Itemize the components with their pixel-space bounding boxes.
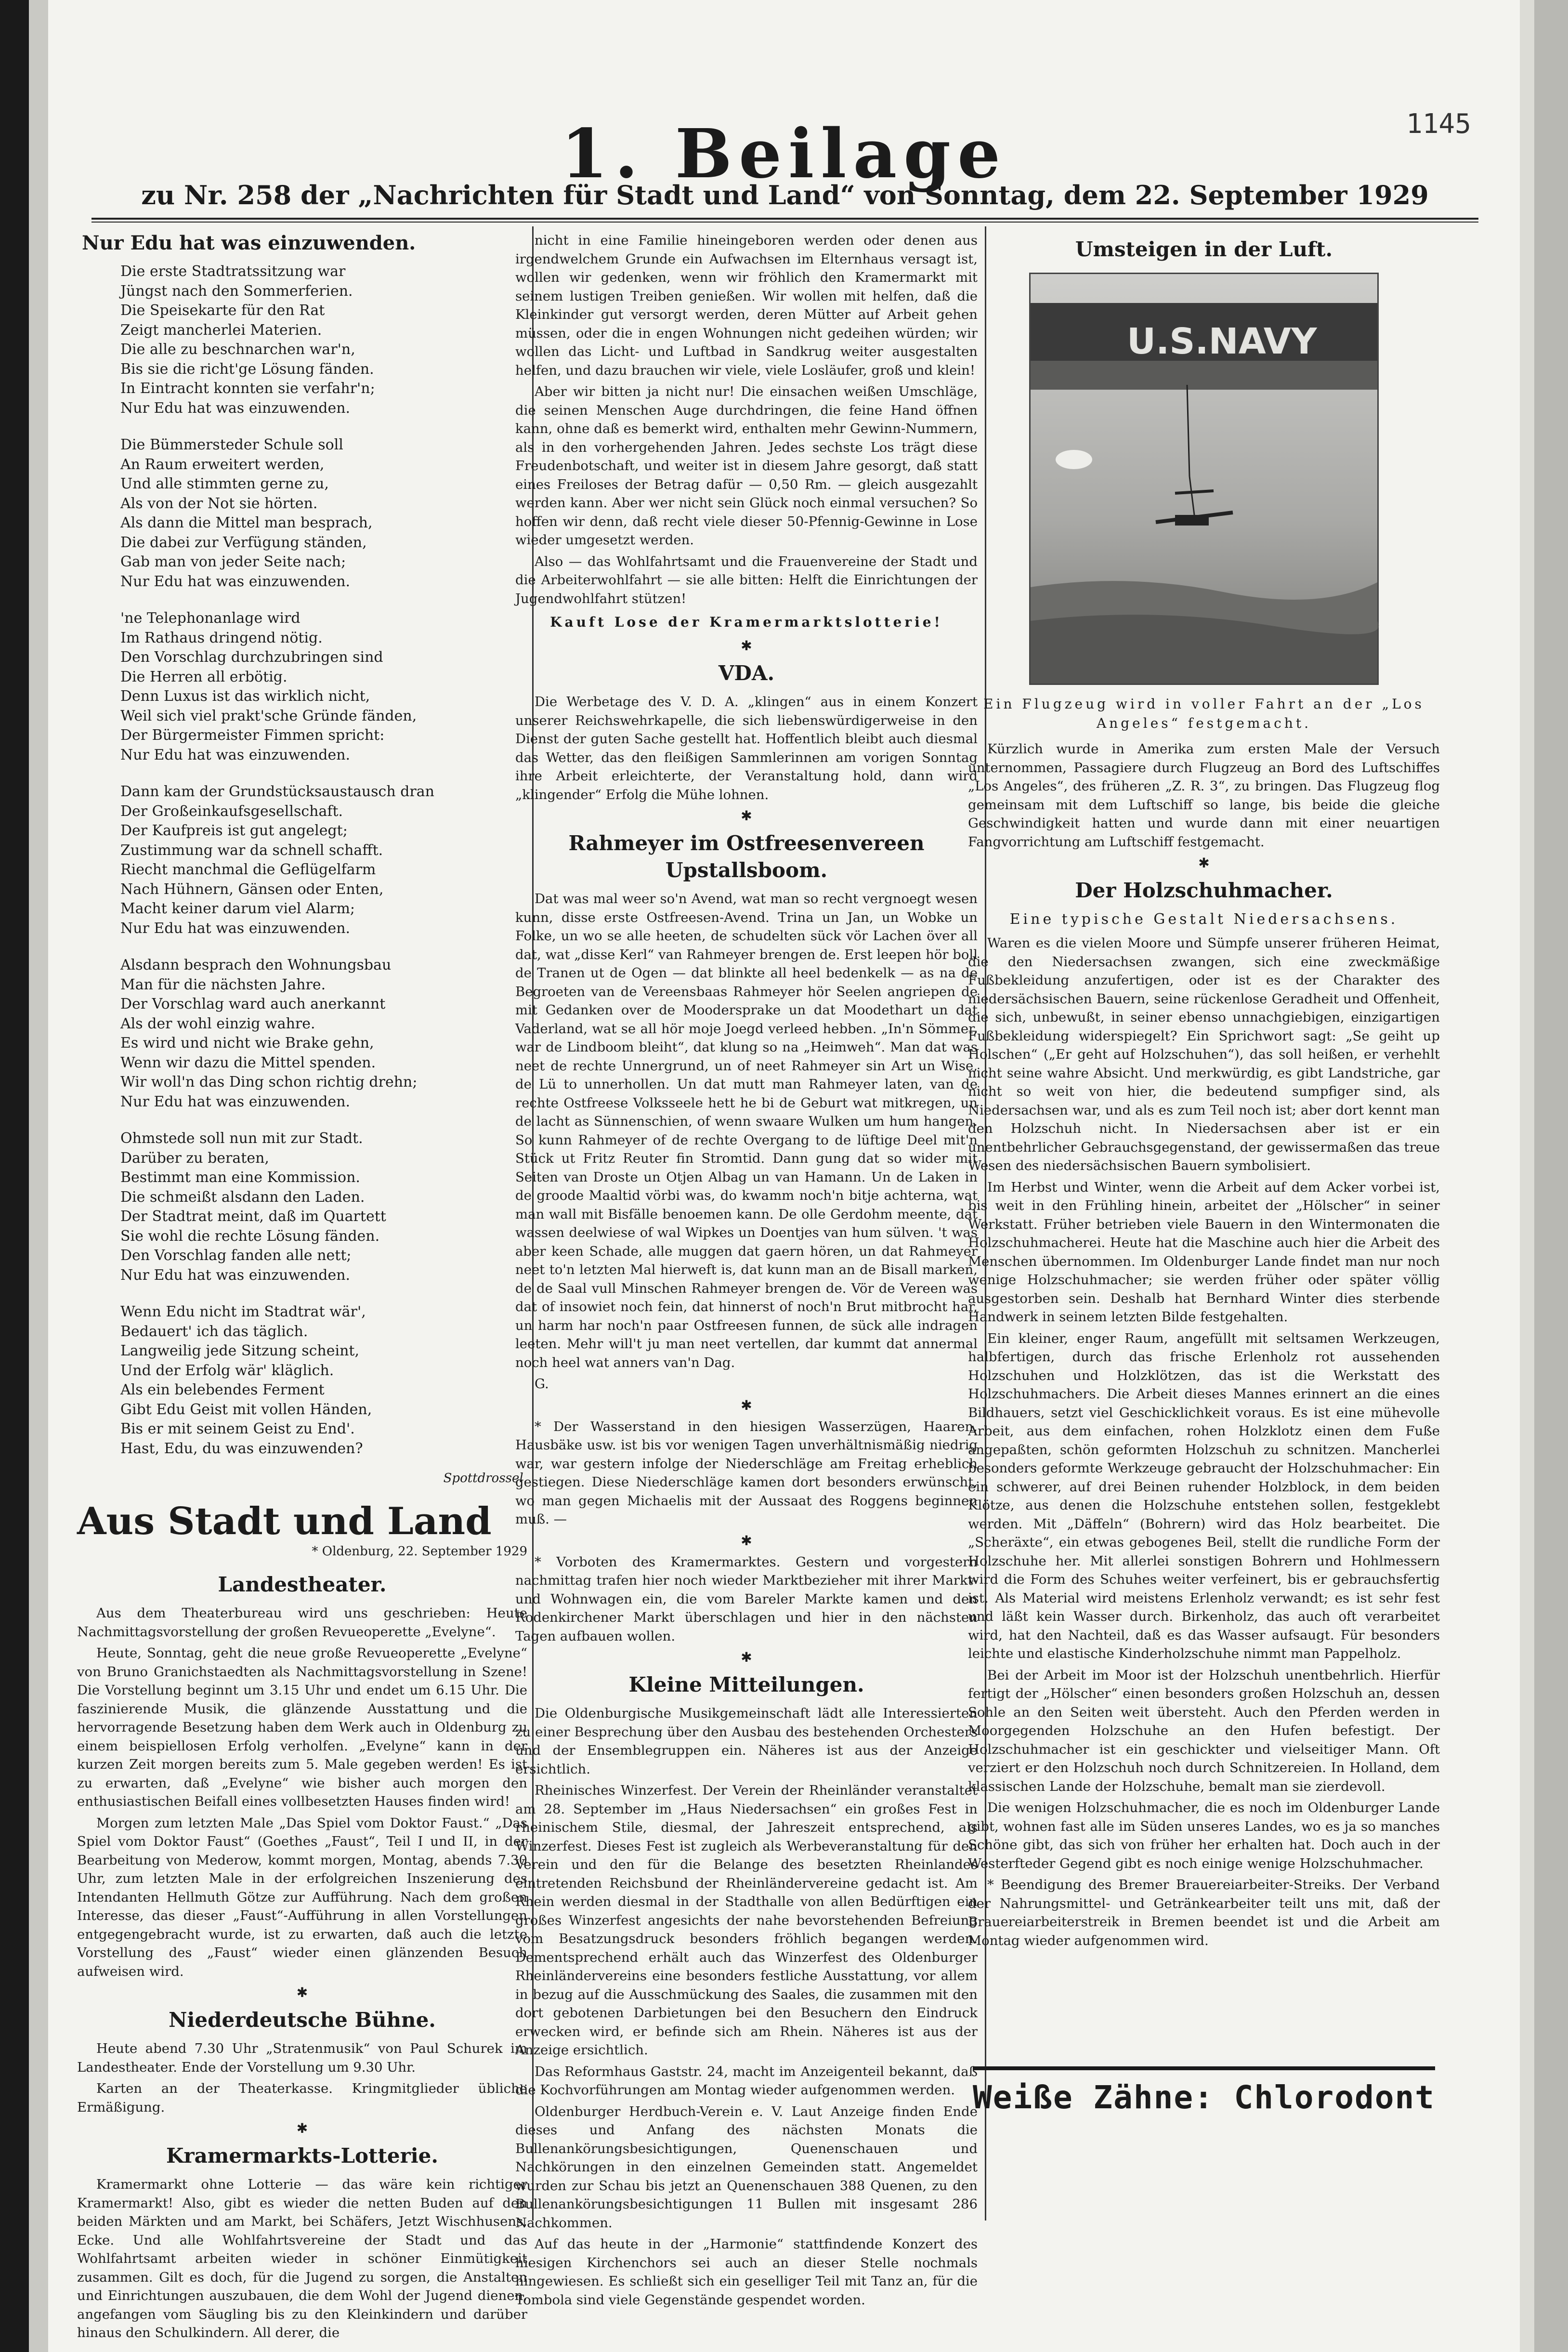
- separator: ✱: [741, 808, 752, 824]
- poem-line: Der Großeinkaufsgesellschaft.: [120, 802, 343, 820]
- header-rule: [91, 218, 1478, 220]
- poem-line: Im Rathaus dringend nötig.: [120, 629, 323, 646]
- poem-line: Als der wohl einzig wahre.: [120, 1015, 315, 1032]
- section-title: Aus Stadt und Land: [77, 1499, 492, 1543]
- poem-line: Nur Edu hat was einzuwenden.: [120, 746, 351, 763]
- article-paragraph: Die wenigen Holzschuhmacher, die es noch im Oldenburger Lande gibt, wohnen fast alle im Süden unseres Landes, wo es ja so manches Schöne gibt, das sich von früher her erhalten hat. Doch auch in der Westerfteder Gegend gibt es noch einige wenige Holzschuhmacher.: [968, 1800, 1440, 1871]
- poem-line: Die Herren all erbötig.: [120, 668, 287, 685]
- poem-line: Bestimmt man eine Kommission.: [120, 1169, 360, 1186]
- photo-caption: Ein Flugzeug wird in voller Fahrt an der „Los Angeles“ festgemacht.: [983, 696, 1424, 731]
- article-paragraph: Kramermarkt ohne Lotterie — das wäre kein richtiger Kramermarkt! Also, gibt es wieder die netten Buden auf den beiden Märkten und am Markt, bei Schäfers, Jetzt Wischhusens, Ecke. Und alle Wohlfahrtsvereine der Stadt und das Wohlfahrtsamt arbeiten wieder in schöner Einmütigkeit zusammen. Gilt es doch, für die Jugend zu sorgen, die Anstalten und Einrichtungen auszubauen, die dem Wohl der Jugend dienen, angefangen vom Säugling bis zu den Kleinkindern und darüber hinaus den Schulkindern. All derer, die: [77, 2177, 527, 2340]
- poem-line: Macht keiner darum viel Alarm;: [120, 900, 355, 917]
- header-rule-thin: [91, 222, 1478, 223]
- poem-line: Bis sie die richt'ge Lösung fänden.: [120, 360, 374, 378]
- article-paragraph: Bei der Arbeit im Moor ist der Holzschuh unentbehrlich. Hierfür fertigt der „Hölscher“ einen besonders großen Holzschuh an, dessen Sohle an den Seiten weit übersteht. Auch den Pferden werden in Moorgegenden Holzschuhe an den Hufen befestigt. Der Holzschuhmacher ist ein geschickter und vielseitiger Mann. Oft verziert er den Holzschuh noch durch Schnitzereien. In Holland, dem klassischen Lande der Holzschuhe, bemalt man sie zierdevoll.: [968, 1667, 1440, 1794]
- poem-stanza: [120, 782, 527, 938]
- article-paragraph: G.: [535, 1376, 549, 1392]
- poem: [77, 262, 527, 1459]
- poem-line: Als ein belebendes Ferment: [120, 1381, 325, 1398]
- article-paragraph: Aber wir bitten ja nicht nur! Die einsachen weißen Umschläge, die seinen Menschen Auge durchdringen, die feine Hand öffnen kann, ohne daß es bemerkt wird, enthalten mehr Gewinn-Nummern, als in den vorhergehenden Jahren. Jedes sechste Los trägt diese Freudenbotschaft, und weiter ist in diesem Jahre gesorgt, daß statt eines Freiloses der Betrag dafür — 0,50 Rm. — gleich ausgezahlt werden kann. Aber wer nicht sein Glück noch einmal versuchen? So hoffen wir denn, daß recht viele dieser 50-Pfennig-Gewinne in Lose wieder umgesetzt werden.: [515, 384, 978, 548]
- poem-stanza: [120, 956, 527, 1112]
- poem-line: Zeigt mancherlei Materien.: [120, 321, 322, 339]
- poem-line: Alsdann besprach den Wohnungsbau: [120, 957, 392, 973]
- poem-line: Weil sich viel prakt'sche Gründe fänden,: [120, 707, 417, 724]
- article-paragraph: Die Werbetage des V. D. A. „klingen“ aus in einem Konzert unserer Reichswehrkapelle, die sich liebenswürdigerweise in den Dienst der guten Sache gestellt hat. Hoffentlich bleibt auch diesmal das Wetter, das den fleißigen Sammlerinnen am vorigen Sonntag ihre Arbeit erleichterte, der Veranstaltung hold, dann wird „klingender“ Erfolg die Mühe lohnen.: [515, 694, 978, 802]
- poem-stanza: [120, 435, 527, 591]
- poem-line: Dann kam der Grundstücksaustausch dran: [120, 783, 434, 800]
- separator: ✱: [741, 1649, 752, 1665]
- poem-stanza: [120, 1302, 527, 1459]
- poem-line: Nur Edu hat was einzuwenden.: [120, 399, 351, 417]
- article-paragraph: Auf das heute in der „Harmonie“ stattfindende Konzert des hiesigen Kirchenchors sei auch an dieser Stelle nochmals hingewiesen. Es schließt sich ein geselliger Teil mit Tanz an, für die Tombola sind viele Gegenstände gespendet worden.: [515, 2236, 978, 2308]
- chlorodont-advertisement: Weiße Zähne: Chlorodont: [973, 2066, 1435, 2116]
- poem-line: Es wird und nicht wie Brake gehn,: [120, 1035, 374, 1051]
- poem-line: Riecht manchmal die Geflügelfarm: [120, 861, 376, 878]
- poem-line: Gab man von jeder Seite nach;: [120, 553, 346, 570]
- poem-line: Bis er mit seinem Geist zu End'.: [120, 1420, 355, 1437]
- article-body: [77, 1604, 527, 1981]
- poem-line: Zustimmung war da schnell schafft.: [120, 841, 383, 859]
- page-subtitle: zu Nr. 258 der „Nachrichten für Stadt und Land“ von Sonntag, dem 22. September 1929: [141, 180, 1429, 210]
- poem-line: Bedauert' ich das täglich.: [120, 1323, 308, 1340]
- poem-line: Und alle stimmten gerne zu,: [120, 475, 329, 492]
- poem-line: In Eintracht konnten sie verfahr'n;: [120, 380, 375, 397]
- article-title: VDA.: [718, 661, 775, 685]
- poem-line: Nur Edu hat was einzuwenden.: [120, 1266, 351, 1284]
- poem-line: Wenn wir dazu die Mittel spenden.: [120, 1054, 376, 1071]
- poem-line: Denn Luxus ist das wirklich nicht,: [120, 688, 370, 705]
- lottery-slogan: Kauft Lose der Kramermarktslotterie!: [550, 614, 943, 630]
- article-paragraph: Kürzlich wurde in Amerika zum ersten Male der Versuch unternommen, Passagiere durch Flugzeug an Bord des Luftschiffes „Los Angeles“, des früheren „Z. R. 3“, zu bringen. Das Flugzeug flog gemeinsam mit dem Luftschiff so lange, bis beide die gleiche Geschwindigkeit hatten und wurde dann mit einer neuartigen Fangvorrichtung am Luftschiff festgemacht.: [968, 741, 1440, 850]
- film-border-right-inner: [1520, 0, 1534, 2352]
- separator: ✱: [741, 1532, 752, 1549]
- poem-line: Der Bürgermeister Fimmen spricht:: [120, 727, 385, 744]
- separator: ✱: [296, 2120, 308, 2136]
- article-title: Der Holzschuhmacher.: [1075, 879, 1333, 902]
- article-paragraph: * Vorboten des Kramermarktes. Gestern und vorgestern nachmittag trafen hier noch wieder Marktbezieher mit ihrer Markt- und Wohnwagen ein, die vom Bareler Markte kamen und den Rodenkirchener Markt überschlagen und hier in den nächsten Tagen aufbauen wollen.: [515, 1554, 978, 1644]
- article-title: Landestheater.: [218, 1573, 387, 1596]
- poem-stanza: [120, 262, 527, 418]
- poem-line: Die alle zu beschnarchen war'n,: [120, 341, 355, 358]
- article-body: [968, 934, 1440, 1950]
- poem-line: Als dann die Mittel man besprach,: [120, 514, 373, 531]
- poem-line: Die erste Stadtratssitzung war: [120, 263, 346, 280]
- airship-lettering: U.S.NAVY: [1127, 321, 1317, 362]
- page-title: 1. Beilage: [561, 115, 1007, 194]
- poem-line: Darüber zu beraten,: [120, 1149, 269, 1167]
- dateline: * Oldenburg, 22. September 1929: [312, 1544, 527, 1559]
- poem-line: Die dabei zur Verfügung ständen,: [120, 534, 367, 551]
- airship-photo: [1029, 273, 1379, 685]
- article-body: [77, 2175, 527, 2342]
- poem-line: 'ne Telephonanlage wird: [120, 610, 301, 627]
- article-paragraph: Karten an der Theaterkasse. Kringmitglieder übliche Ermäßigung.: [77, 2081, 527, 2115]
- article-title: Kramermarkts-Lotterie.: [166, 2144, 438, 2168]
- poem-line: Als von der Not sie hörten.: [120, 495, 318, 512]
- article-paragraph: Waren es die vielen Moore und Sümpfe unserer früheren Heimat, die den Niedersachsen zwangen, sich eine zweckmäßige Fußbekleidung anzufertigen, oder ist es der Charakter des niedersächsischen Bauern, seine rückenlose Geradheit und Offenheit, die sich, unbewußt, in seiner ebenso unnachgiebigen, einzigartigen Fußbekleidung widerspiegelt? Ein Sprichwort sagt: „Se geiht up Holschen“ („Er geht auf Holzschuhen“), das soll heißen, er verhehlt nicht seine wahre Absicht. Und merkwürdig, es gibt Landstriche, gar nicht so weit von hier, die bedeutend sumpfiger sind, als Niedersachsen war, und als es zum Teil noch ist; aber dort kennt man den Holzschuh nicht. In Niedersachsen aber ist er ein unentbehrlicher Gebrauchsgegenstand, der gewissermaßen das treue Wesen des niedersächsischen Bauern symbolisiert.: [968, 935, 1440, 1173]
- poem-line: Gibt Edu Geist mit vollen Händen,: [120, 1401, 372, 1418]
- separator: ✱: [296, 1984, 308, 2000]
- article-title: Rahmeyer im Ostfreesenvereen Upstallsboom.: [568, 831, 925, 882]
- poem-line: Nur Edu hat was einzuwenden.: [120, 573, 351, 590]
- poem-line: Die schmeißt alsdann den Laden.: [120, 1188, 365, 1206]
- poem-line: An Raum erweitert werden,: [120, 456, 325, 473]
- poem-line: Langweilig jede Sitzung scheint,: [120, 1342, 360, 1359]
- poem-stanza: [120, 609, 527, 765]
- separator: ✱: [741, 638, 752, 654]
- column-3: [968, 231, 1440, 2196]
- poem-title: Nur Edu hat was einzuwenden.: [82, 232, 416, 254]
- article-paragraph: Morgen zum letzten Male „Das Spiel vom Doktor Faust.“ „Das Spiel vom Doktor Faust“ (Goethes „Faust“, Teil I und II, in der Bearbeitung von Mederow, kommt morgen, Montag, abends 7.30 Uhr, zum letzten Male in der erfolgreichen Inszenierung des Intendanten Hellmuth Götze zur Aufführung. Nach dem großen Interesse, das dieser „Faust“-Aufführung in allen Vorstellungen entgegengebracht wurde, ist zu erwarten, daß auch die letzte Vorstellung des „Faust“ wieder einen glänzenden Besuch aufweisen wird.: [77, 1815, 527, 1979]
- article-body: [77, 2039, 527, 2116]
- poem-line: Wir woll'n das Ding schon richtig drehn;: [120, 1074, 418, 1091]
- poem-stanza: [120, 1129, 527, 1285]
- article-paragraph: Ein kleiner, enger Raum, angefüllt mit seltsamen Werkzeugen, halbfertigen, durch das frische Erlenholz rot aussehenden Holzschuhen und Holzklötzen, das ist die Werkstatt des Holzschuhmachers. Die Arbeit dieses Mannes erinnert an die eines Bildhauers, setzt viel Geschicklichkeit voraus. Es ist eine mühevolle Arbeit, aus dem einfachen, rohen Holzklotz einen dem Fuße angepaßten, schön geformten Holzschuh zu schnitzen. Mancherlei besonders geformte Werkzeuge gebraucht der Holzschuhmacher: Ein ein schwerer, auf drei Beinen ruhender Holzblock, in dem beiden Klötze, aus denen die Holzschuhe entstehen sollen, festgeklebt werden. Mit „Däffeln“ (Bohrern) wird das Holz bearbeitet. Die „Scheräxte“, ein etwas gebogenes Beil, stellt die rundliche Form der Holzschuhe her. Mit allerlei sonstigen Bohrern und Hohlmessern wird die Form des Schuhes weiter verfeinert, bis er gebrauchsfertig ist. Als Material wird meistens Erlenholz verwandt; es ist sehr fest und läßt kein Wasser durch. Birkenholz, das auch oft verarbeitet wird, hat den Nachteil, daß es das Wasser aufsaugt. Für besonders leichte und elastische Kinderholzschuhe nimmt man Pappelholz.: [968, 1330, 1440, 1661]
- newspaper-page: [48, 0, 1520, 2352]
- article-paragraph: Heute, Sonntag, geht die neue große Revueoperette „Evelyne“ von Bruno Granichstaedten als Nachmittagsvorstellung in Szene! Die Vorstellung beginnt um 3.15 Uhr und endet um 6.15 Uhr. Die faszinierende Musik, die glänzende Ausstattung und die hervorragende Besetzung haben dem Werk auch in Oldenburg zu einem beispiellosen Erfolg verholfen. „Evelyne“ kann in der kurzen Zeit morgen bereits zum 5. Male gegeben werden! Es ist zu erwarten, daß „Evelyne“ wie bisher auch morgen den enthusiastischen Beifall eines vollbesetzten Hauses finden wird!: [77, 1645, 527, 1809]
- poem-line: Der Stadtrat meint, daß im Quartett: [120, 1208, 386, 1225]
- article-title: Niederdeutsche Bühne.: [169, 2008, 436, 2032]
- article-paragraph: Die Oldenburgische Musikgemeinschaft lädt alle Interessierten zu einer Besprechung über den Ausbau des bestehenden Orchesters und der Ensemblegruppen ein. Näheres ist aus der Anzeige ersichtlich.: [515, 1706, 978, 1777]
- article-body: [515, 1704, 978, 2309]
- article-paragraph: Dat was mal weer so'n Avend, wat man so recht vergnoegt wesen kunn, disse erste Ostfreesen-Avend. Trina un Jan, un Wobke un Folke, un wo se alle heeten, de schudelten sück vör Lachen över all dat, wat „disse Kerl“ van Rahmeyer brengen de. Erst leepen hör boll de Tranen ut de Ogen — dat blinkte all heel bedenkelk — as na de Begroeten van de Vereensbaas Rahmeyer hör Seelen angriepen de mit Gedanken over de Moodersprake un dat Moodethart un dat Vaderland, wat se all hör moje Joegd verleed hebben. „In'n Sömmer, war de Lindboom bleiht“, dat klung so na „Heimweh“. Man dat was neet de rechte Unnergrund, un of neet Rahmeyer sin Art un Wise, de Lü to unnerhollen. Un dat mutt man Rahmeyer laten, van de rechte Ostfreese Volksseele hett he bi de Geburt wat mitkregen, un de lacht as Sünnenschien, of wenn swaare Wulken um hum hangen. So kunn Rahmeyer of de rechte Overgang to de lüftige Deel mit'n Stück ut Fritz Reuter fin Stromtid. Dann gung dat so wider mit Seiten van Droste un Otjen Albag un van Hamann. Un de Laken in de groode Maaltid vörbi was, do kwamm noch'n bitje achterna, wat man wall mit Bisfälle benoemen kann. De olle Gerdohm meente, dat wassen deelwiese of wal Wipkes un Doentjes van hum sülven. 't was aber keen Schade, alle muggen dat gaern hören, un dat Rahmeyer neet to'n letzten Mal hierweft is, dat kunn man an de Bisall marken, de de Saal vull Minschen Rahmeyer brengen de. Vör de Vereen was dat of insowiet noch fein, dat hinnerst of noch'n Brut mitbrocht har, un harm har noch'n paar Ostfreesen funnen, de sück alle indragen leeten. Mehr will't ju man neet vertellen, dar kummt dat annermal noch heel wat anners van'n Dag.: [515, 891, 978, 1370]
- column-1: [77, 231, 527, 2340]
- separator: ✱: [1198, 855, 1210, 871]
- poem-signature: Spottdrossel.: [443, 1471, 527, 1485]
- poem-line: Der Kaufpreis ist gut angelegt;: [120, 822, 348, 839]
- film-border-left-inner: [29, 0, 48, 2352]
- article-paragraph: Rheinisches Winzerfest. Der Verein der Rheinländer veranstaltet am 28. September im „Haus Niedersachsen“ ein großes Fest in rheinischem Stile, diesmal, der Jahreszeit entsprechend, als Winzerfest. Dieses Fest ist zugleich als Werbeveranstaltung für den Verein und den für die Belange des besetzten Rheinlandes eintretenden Reichsbund der Rheinländervereine gedacht ist. Am Rhein werden diesmal in der Stadthalle von allen Bedürftigen ein großes Winzerfest angesichts der nahe bevorstehenden Befreiung vom Besatzungsdruck besonders fröhlich begangen werden. Dementsprechend erhält auch das Winzerfest des Oldenburger Rheinländervereins eine besonders festliche Ausstattung, vor allem in bezug auf die Ausschmückung des Saales, die zusammen mit den dort gebotenen Darbietungen bei den Besuchern den Eindruck erwecken wird, er befinde sich am Rhein. Näheres ist aus der Anzeige ersichtlich.: [515, 1783, 978, 2058]
- article-subtitle: Eine typische Gestalt Niedersachsens.: [1009, 911, 1398, 928]
- article-body: [515, 231, 978, 608]
- film-border-right: [1534, 0, 1568, 2352]
- photo-graphic: [1031, 274, 1377, 683]
- article-paragraph: Heute abend 7.30 Uhr „Stratenmusik“ von Paul Schurek im Landestheater. Ende der Vorstellung um 9.30 Uhr.: [77, 2041, 527, 2075]
- page-number: 1145: [1406, 108, 1471, 140]
- article-title: Kleine Mitteilungen.: [628, 1673, 864, 1696]
- article-paragraph: Im Herbst und Winter, wenn die Arbeit auf dem Acker vorbei ist, bis weit in den Frühling hinein, arbeitet der „Hölscher“ in seiner Werkstatt. Früher betrieben viele Bauern in den Wintermonaten die Holzschuhmacherei. Heute hat die Maschine auch hier die Arbeit des Menschen übernommen. Im Oldenburger Lande findet man nur noch wenige Holzschuhmacher; sie werden früher oder später völlig ausgestorben sein. Deshalb hat Bernhard Winter dies sterbende Handwerk in seinem letzten Bilde festgehalten.: [968, 1179, 1440, 1325]
- article-paragraph: nicht in eine Familie hineingeboren werden oder denen aus irgendwelchem Grunde ein Aufwachsen im Elternhaus versagt ist, wollen wir gedenken, wenn wir fröhlich den Kramermarkt mit seinem lustigen Treiben genießen. Wir wollen mit helfen, daß die Kleinkinder gut versorgt werden, deren Mütter auf Arbeit gehen müssen, oder die in engen Wohnungen nicht gedeihen würden; wir wollen das Licht- und Luftbad in Sandkrug weiter ausgestalten helfen, und dazu brauchen wir viele, viele Losläufer, groß und klein!: [515, 233, 978, 378]
- column-2: [515, 231, 978, 2308]
- poem-line: Die Speisekarte für den Rat: [120, 302, 325, 319]
- poem-line: Nur Edu hat was einzuwenden.: [120, 1093, 351, 1110]
- poem-line: Ohmstede soll nun mit zur Stadt.: [120, 1130, 363, 1147]
- poem-line: Nach Hühnern, Gänsen oder Enten,: [120, 880, 384, 898]
- article-paragraph: * Der Wasserstand in den hiesigen Wasserzügen, Haaren, Hausbäke usw. ist bis vor wenigen Tagen unverhältnismäßig niedrig war, war gestern infolge der Niederschläge am Freitag erheblich gestiegen. Diese Niederschläge kamen dort besonders erwünscht, wo man gegen Michaelis mit der Aussaat des Roggens beginnen muß. —: [515, 1419, 978, 1527]
- poem-line: Den Vorschlag durchzubringen sind: [120, 649, 383, 666]
- article-paragraph: Aus dem Theaterbureau wird uns geschrieben: Heute Nachmittagsvorstellung der großen Revueoperette „Evelyne“.: [77, 1605, 527, 1640]
- article-paragraph: * Beendigung des Bremer Brauereiarbeiter-Streiks. Der Verband der Nahrungsmittel- und Getränkearbeiter teilt uns mit, daß der Brauereiarbeiterstreik in Bremen beendet ist und die Arbeit am Montag wieder aufgenommen wird.: [968, 1877, 1440, 1948]
- article-paragraph: Das Reformhaus Gaststr. 24, macht im Anzeigenteil bekannt, daß die Kochvorführungen am Montag wieder aufgenommen werden.: [515, 2063, 978, 2098]
- article-paragraph: Also — das Wohlfahrtsamt und die Frauenvereine der Stadt und die Arbeiterwohlfahrt — sie alle bitten: Helft die Einrichtungen der Jugendwohlfahrt stützen!: [515, 553, 978, 606]
- film-border-left: [0, 0, 29, 2352]
- poem-line: Jüngst nach den Sommerferien.: [120, 282, 353, 300]
- poem-line: Und der Erfolg wär' kläglich.: [120, 1362, 334, 1379]
- poem-line: Den Vorschlag fanden alle nett;: [120, 1247, 352, 1264]
- poem-line: Man für die nächsten Jahre.: [120, 976, 326, 993]
- article-title: Umsteigen in der Luft.: [1075, 237, 1333, 261]
- separator: ✱: [741, 1397, 752, 1413]
- article-body: [515, 890, 978, 1393]
- poem-line: Der Vorschlag ward auch anerkannt: [120, 996, 386, 1012]
- poem-line: Wenn Edu nicht im Stadtrat wär',: [120, 1303, 366, 1320]
- poem-line: Die Bümmersteder Schule soll: [120, 436, 343, 453]
- poem-line: Nur Edu hat was einzuwenden.: [120, 920, 351, 937]
- poem-line: Sie wohl die rechte Lösung fänden.: [120, 1227, 380, 1245]
- poem-line: Hast, Edu, du was einzuwenden?: [120, 1440, 363, 1457]
- article-paragraph: Oldenburger Herdbuch-Verein e. V. Laut Anzeige finden Ende dieses und Anfang des nächsten Monats die Bullenankörungsbesichtigungen, Quenenschauen und Nachkörungen in den einzelnen Gemeinden statt. Angemeldet wurden zur Schau bis jetzt an Quenenschauen 388 Quenen, zu den Bullenankörungsbesichtigungen 11 Bullen mit insgesamt 286 Nachkommen.: [515, 2103, 978, 2231]
